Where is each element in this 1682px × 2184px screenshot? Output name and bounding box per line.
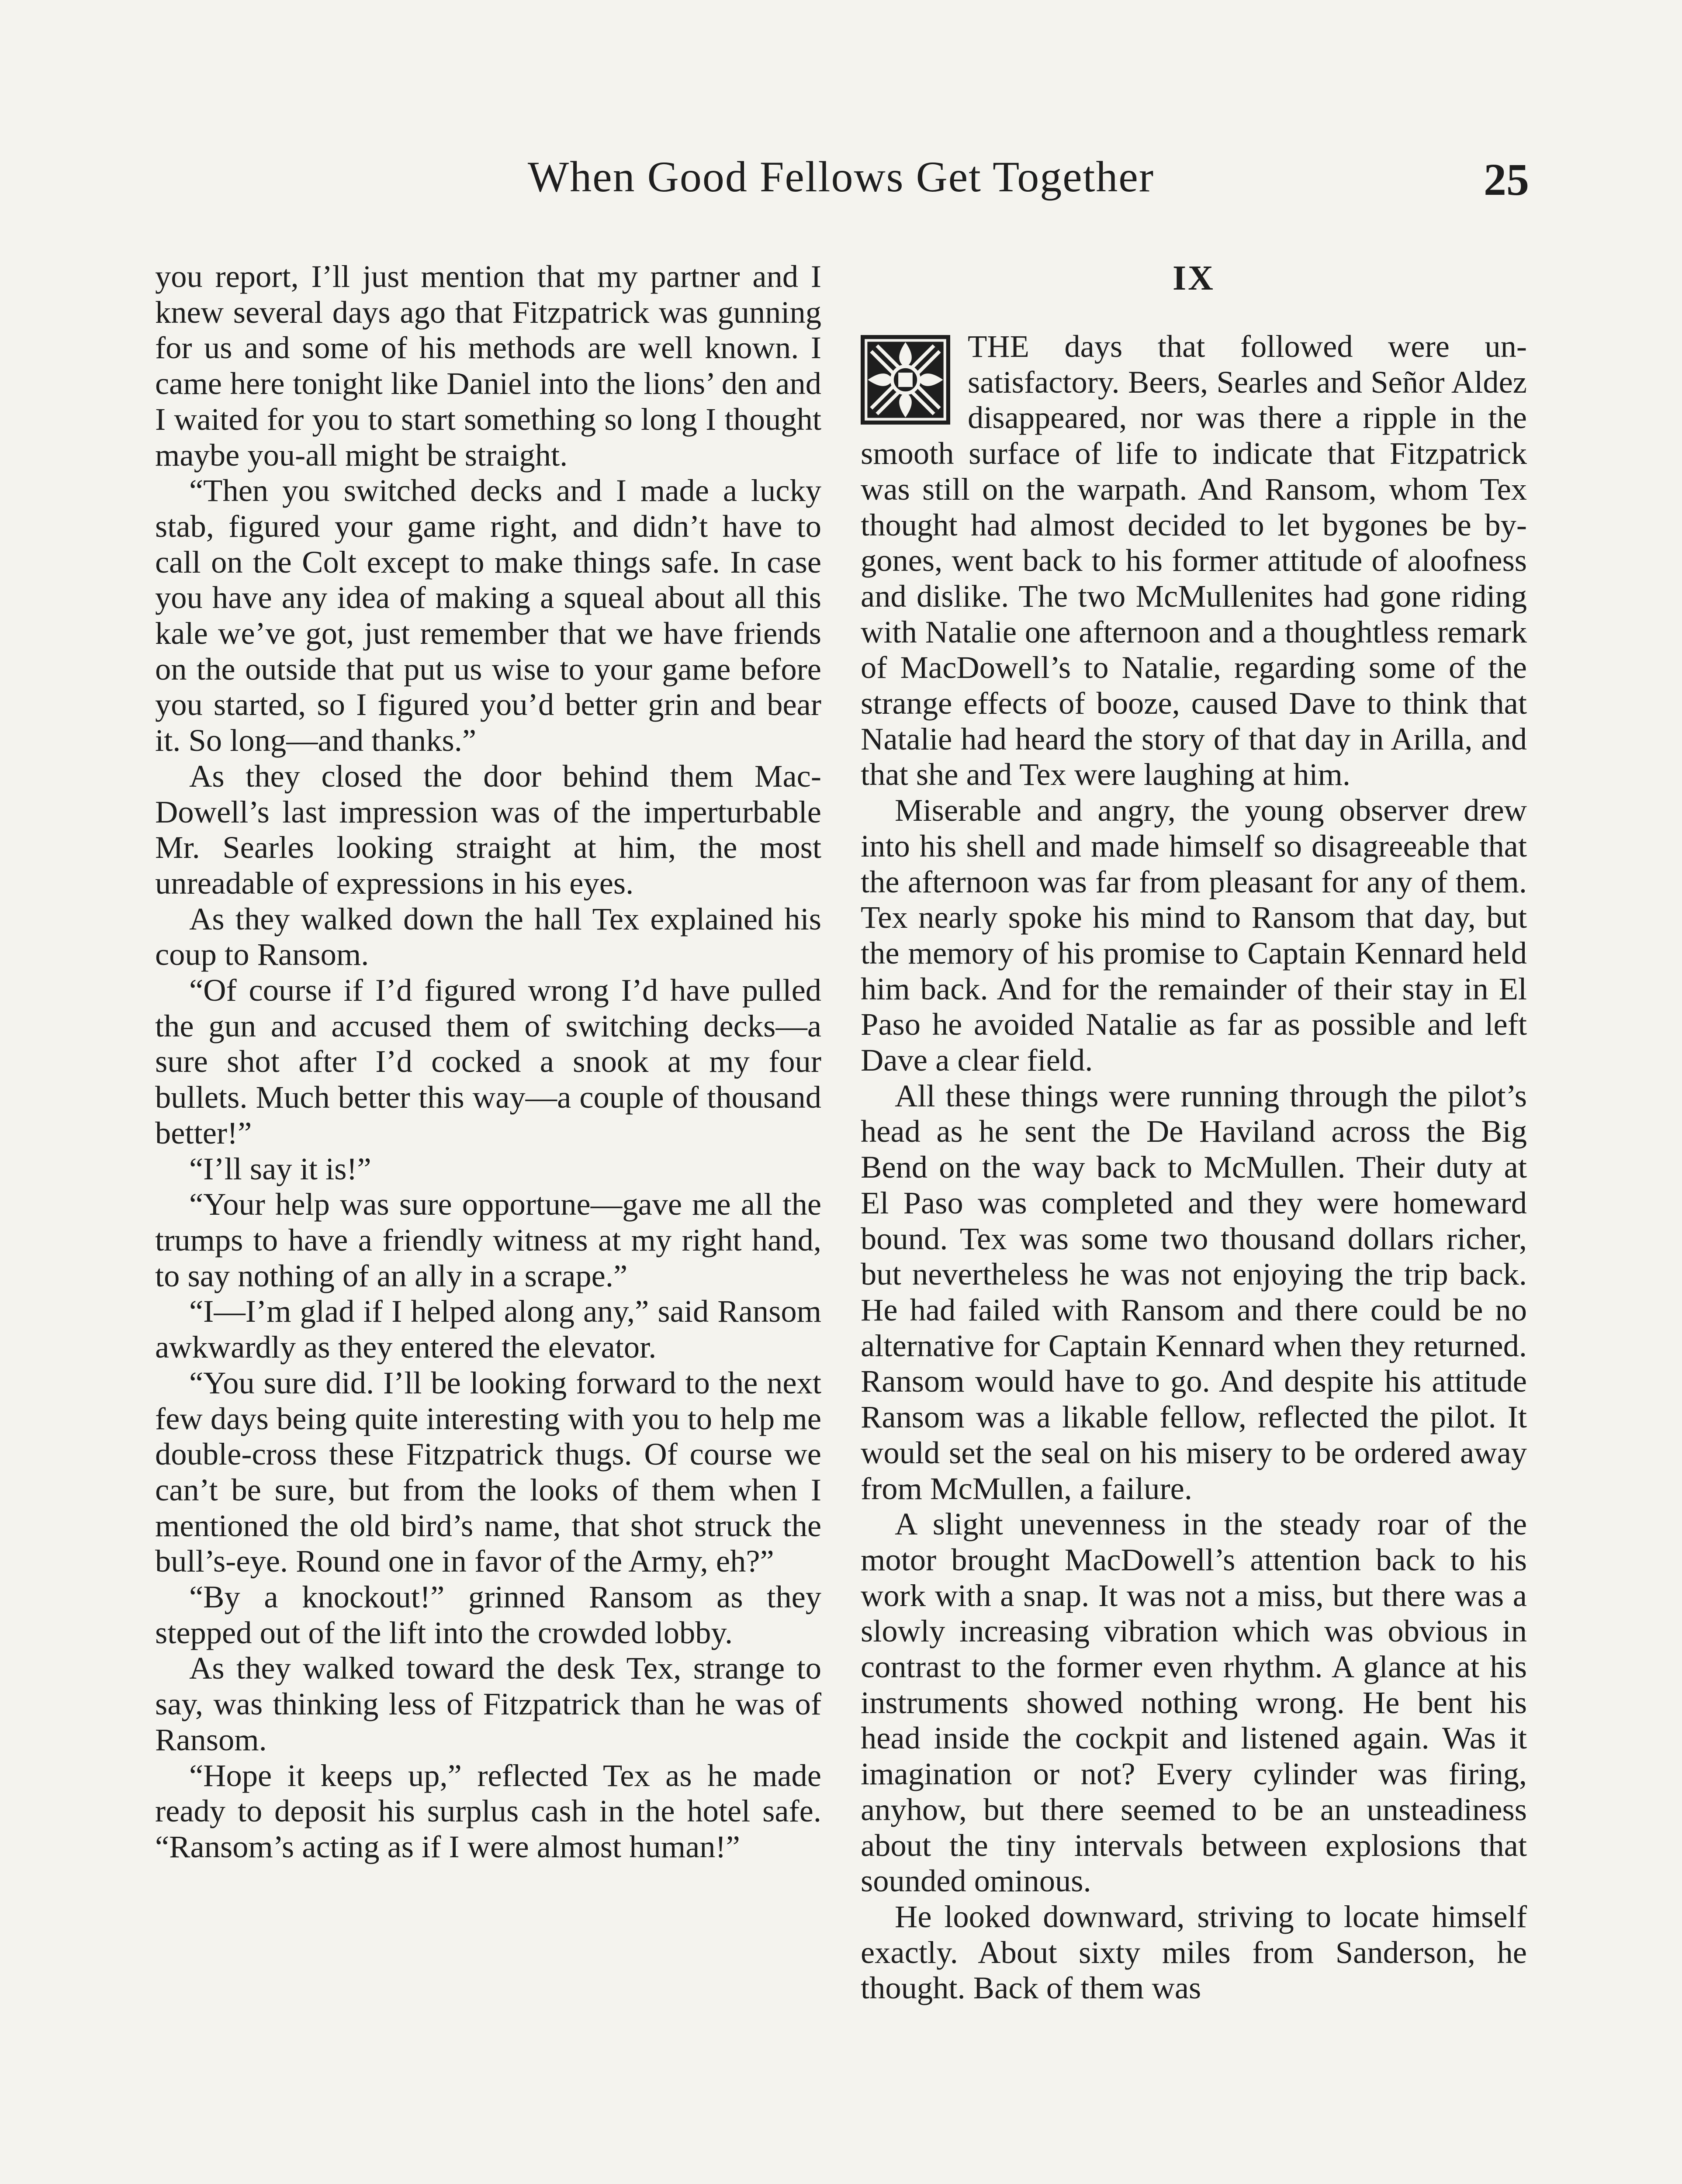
paragraph: As they closed the door behind them MacDowell’s last impression was of the imperturbable Mr. Searles looking straight at him, the most unreadable of expressions in his eyes. xyxy=(155,758,821,901)
paragraph: “You sure did. I’ll be looking forward to the next few days being quite interesting with you to help me double-cross these Fitzpatrick thugs. Of course we can’t be sure, but from the looks of them when I mentioned the old bird’s name, that shot struck the bull’s-eye. Round one in favor of the Army, eh?” xyxy=(155,1365,821,1579)
paragraph: THE days that followed were unsatisfactory. Beers, Searles and Señor Aldez disappeared, nor was there a ripple in the smooth surface of life to indicate that Fitzpatrick was still on the warpath. And Ransom, whom Tex thought had almost decided to let bygones be bygones, went back to his former attitude of aloofness and dislike. The two McMullenites had gone riding with Natalie one afternoon and a thoughtless remark of MacDowell’s to Natalie, regarding some of the strange effects of booze, caused Dave to think that Natalie had heard the story of that day in Arilla, and that she and Tex were laughing at him. xyxy=(861,328,1527,792)
paragraph: “I’ll say it is!” xyxy=(189,1151,371,1186)
paragraph: All these things were running through the pilot’s head as he sent the De Haviland across the Big Bend on the way back to McMullen. Their duty at El Paso was completed and they were homeward bound. Tex was some two thousand dollars richer, but nevertheless he was not enjoying the trip back. He had failed with Ransom and there could be no alternative for Captain Kennard when they returned. Ransom would have to go. And despite his attitude Ransom was a likable fellow, reflected the pilot. It would set the seal on his misery to be ordered away from McMullen, a failure. xyxy=(861,1078,1527,1506)
paragraph: He looked downward, striving to locate himself exactly. About sixty miles from Sanderson, he thought. Back of them was xyxy=(861,1898,1527,2006)
paragraph: Miserable and angry, the young observer drew into his shell and made himself so disagreeable that the afternoon was far from pleasant for any of them. Tex nearly spoke his mind to Ransom that day, but the memory of his promise to Captain Kennard held him back. And for the remainder of their stay in El Paso he avoided Natalie as far as possible and left Dave a clear field. xyxy=(861,792,1527,1078)
page-number: 25 xyxy=(1484,155,1529,205)
paragraph: “I—I’m glad if I helped along any,” said Ransom awkwardly as they entered the elevator. xyxy=(155,1293,821,1365)
celtic-knot-icon xyxy=(861,333,955,434)
paragraph: you report, I’ll just mention that my partner and I knew several days ago that Fitzpatrick was gunning for us and some of his methods are well known. I came here tonight like Daniel into the lions’ den and I waited for you to start something so long I thought maybe you-all might be straight. xyxy=(155,259,821,473)
chapter-heading: IX xyxy=(1173,259,1215,297)
paragraph: A slight unevenness in the steady roar of the motor brought MacDowell’s attention back to his work with a snap. It was not a miss, but there was a slowly increasing vibration which was obvious in contrast to the former even rhythm. A glance at his instruments showed nothing wrong. He bent his head inside the cockpit and listened again. Was it imagination or not? Every cylinder was firing, anyhow, but there seemed to be an unsteadiness about the tiny intervals between explosions that sounded ominous. xyxy=(861,1506,1527,1899)
paragraph: “By a knockout!” grinned Ransom as they stepped out of the lift into the crowded lobby. xyxy=(155,1579,821,1650)
paragraph: As they walked toward the desk Tex, strange to say, was thinking less of Fitzpatrick than he was of Ransom. xyxy=(155,1650,821,1757)
paragraph: “Then you switched decks and I made a lucky stab, figured your game right, and didn’t have to call on the Colt except to make things safe. In case you have any idea of making a squeal about all this kale we’ve got, just remember that we have friends on the outside that put us wise to your game before you started, so I figured you’d better grin and bear it. So long—and thanks.” xyxy=(155,473,821,758)
page-header xyxy=(0,0,1682,245)
paragraph: “Your help was sure opportune—gave me all the trumps to have a friendly witness at my right hand, to say nothing of an ally in a scrape.” xyxy=(155,1186,821,1293)
paragraph: “Of course if I’d figured wrong I’d have pulled the gun and accused them of switching decks—a sure shot after I’d cocked a snook at my four bullets. Much better this way—a couple of thousand better!” xyxy=(155,972,821,1151)
left-column xyxy=(155,259,821,1865)
running-title: When Good Fellows Get Together xyxy=(527,152,1155,201)
right-column xyxy=(861,259,1527,2006)
paragraph: “Hope it keeps up,” reflected Tex as he made ready to deposit his surplus cash in the hotel safe. “Ransom’s acting as if I were almost human!” xyxy=(155,1757,821,1864)
chapter-opening xyxy=(861,328,1527,792)
paragraph: As they walked down the hall Tex explained his coup to Ransom. xyxy=(155,901,821,972)
